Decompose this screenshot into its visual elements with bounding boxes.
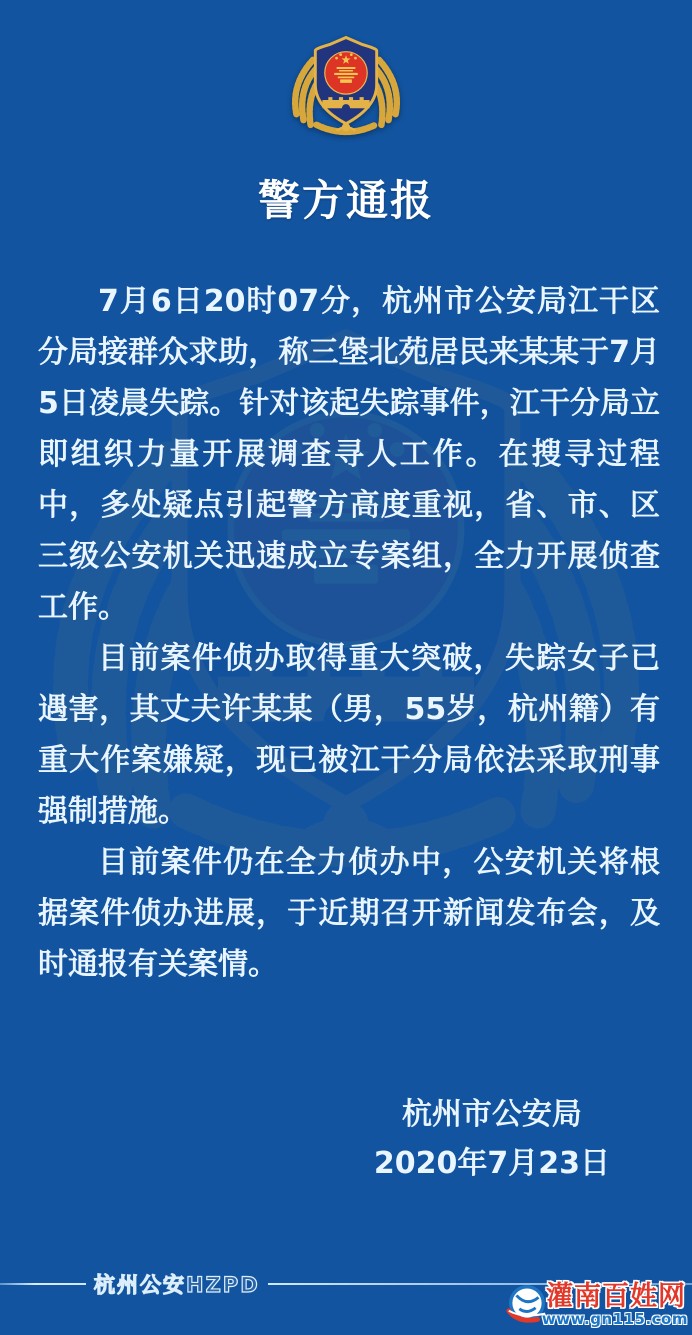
footer-label: 杭州公安HZPD [94, 1273, 260, 1297]
site-watermark-text [541, 1280, 690, 1328]
signature-agency: 杭州市公安局 [401, 1097, 582, 1132]
notice-title: 警方通报 [257, 176, 434, 225]
police-badge-icon [287, 28, 405, 142]
site-name: 灌南百姓网 [545, 1280, 686, 1312]
signature-block [374, 1090, 610, 1188]
notice-paragraph-3: 目前案件仍在全力侦办中，公安机关将根据案件侦办进展，于近期召开新闻发布会，及时通报有关案情。 [38, 845, 660, 982]
site-url: www.gn115.com [541, 1309, 688, 1328]
notice-paragraph-1: 7月6日20时07分，杭州市公安局江干区分局接群众求助，称三堡北苑居民来某某于7月5日凌晨失踪。针对该起失踪事件，江干分局立即组织力量开展调查寻人工作。在搜寻过程中，多处疑点引起警方高度重视，省、市、区三级公安机关迅速成立专案组，全力开展侦查工作。 [38, 284, 660, 625]
site-watermark [504, 1282, 690, 1328]
notice-paragraph-2: 目前案件侦办取得重大突破，失踪女子已遇害，其丈夫许某某（男，55岁，杭州籍）有重大作案嫌疑，现已被江干分局依法采取刑事强制措施。 [38, 641, 660, 829]
notice-body [38, 276, 660, 1188]
signature-date: 2020年7月23日 [373, 1146, 610, 1181]
footer-rule-left [0, 1283, 86, 1285]
globe-swoosh-icon [504, 1282, 550, 1328]
